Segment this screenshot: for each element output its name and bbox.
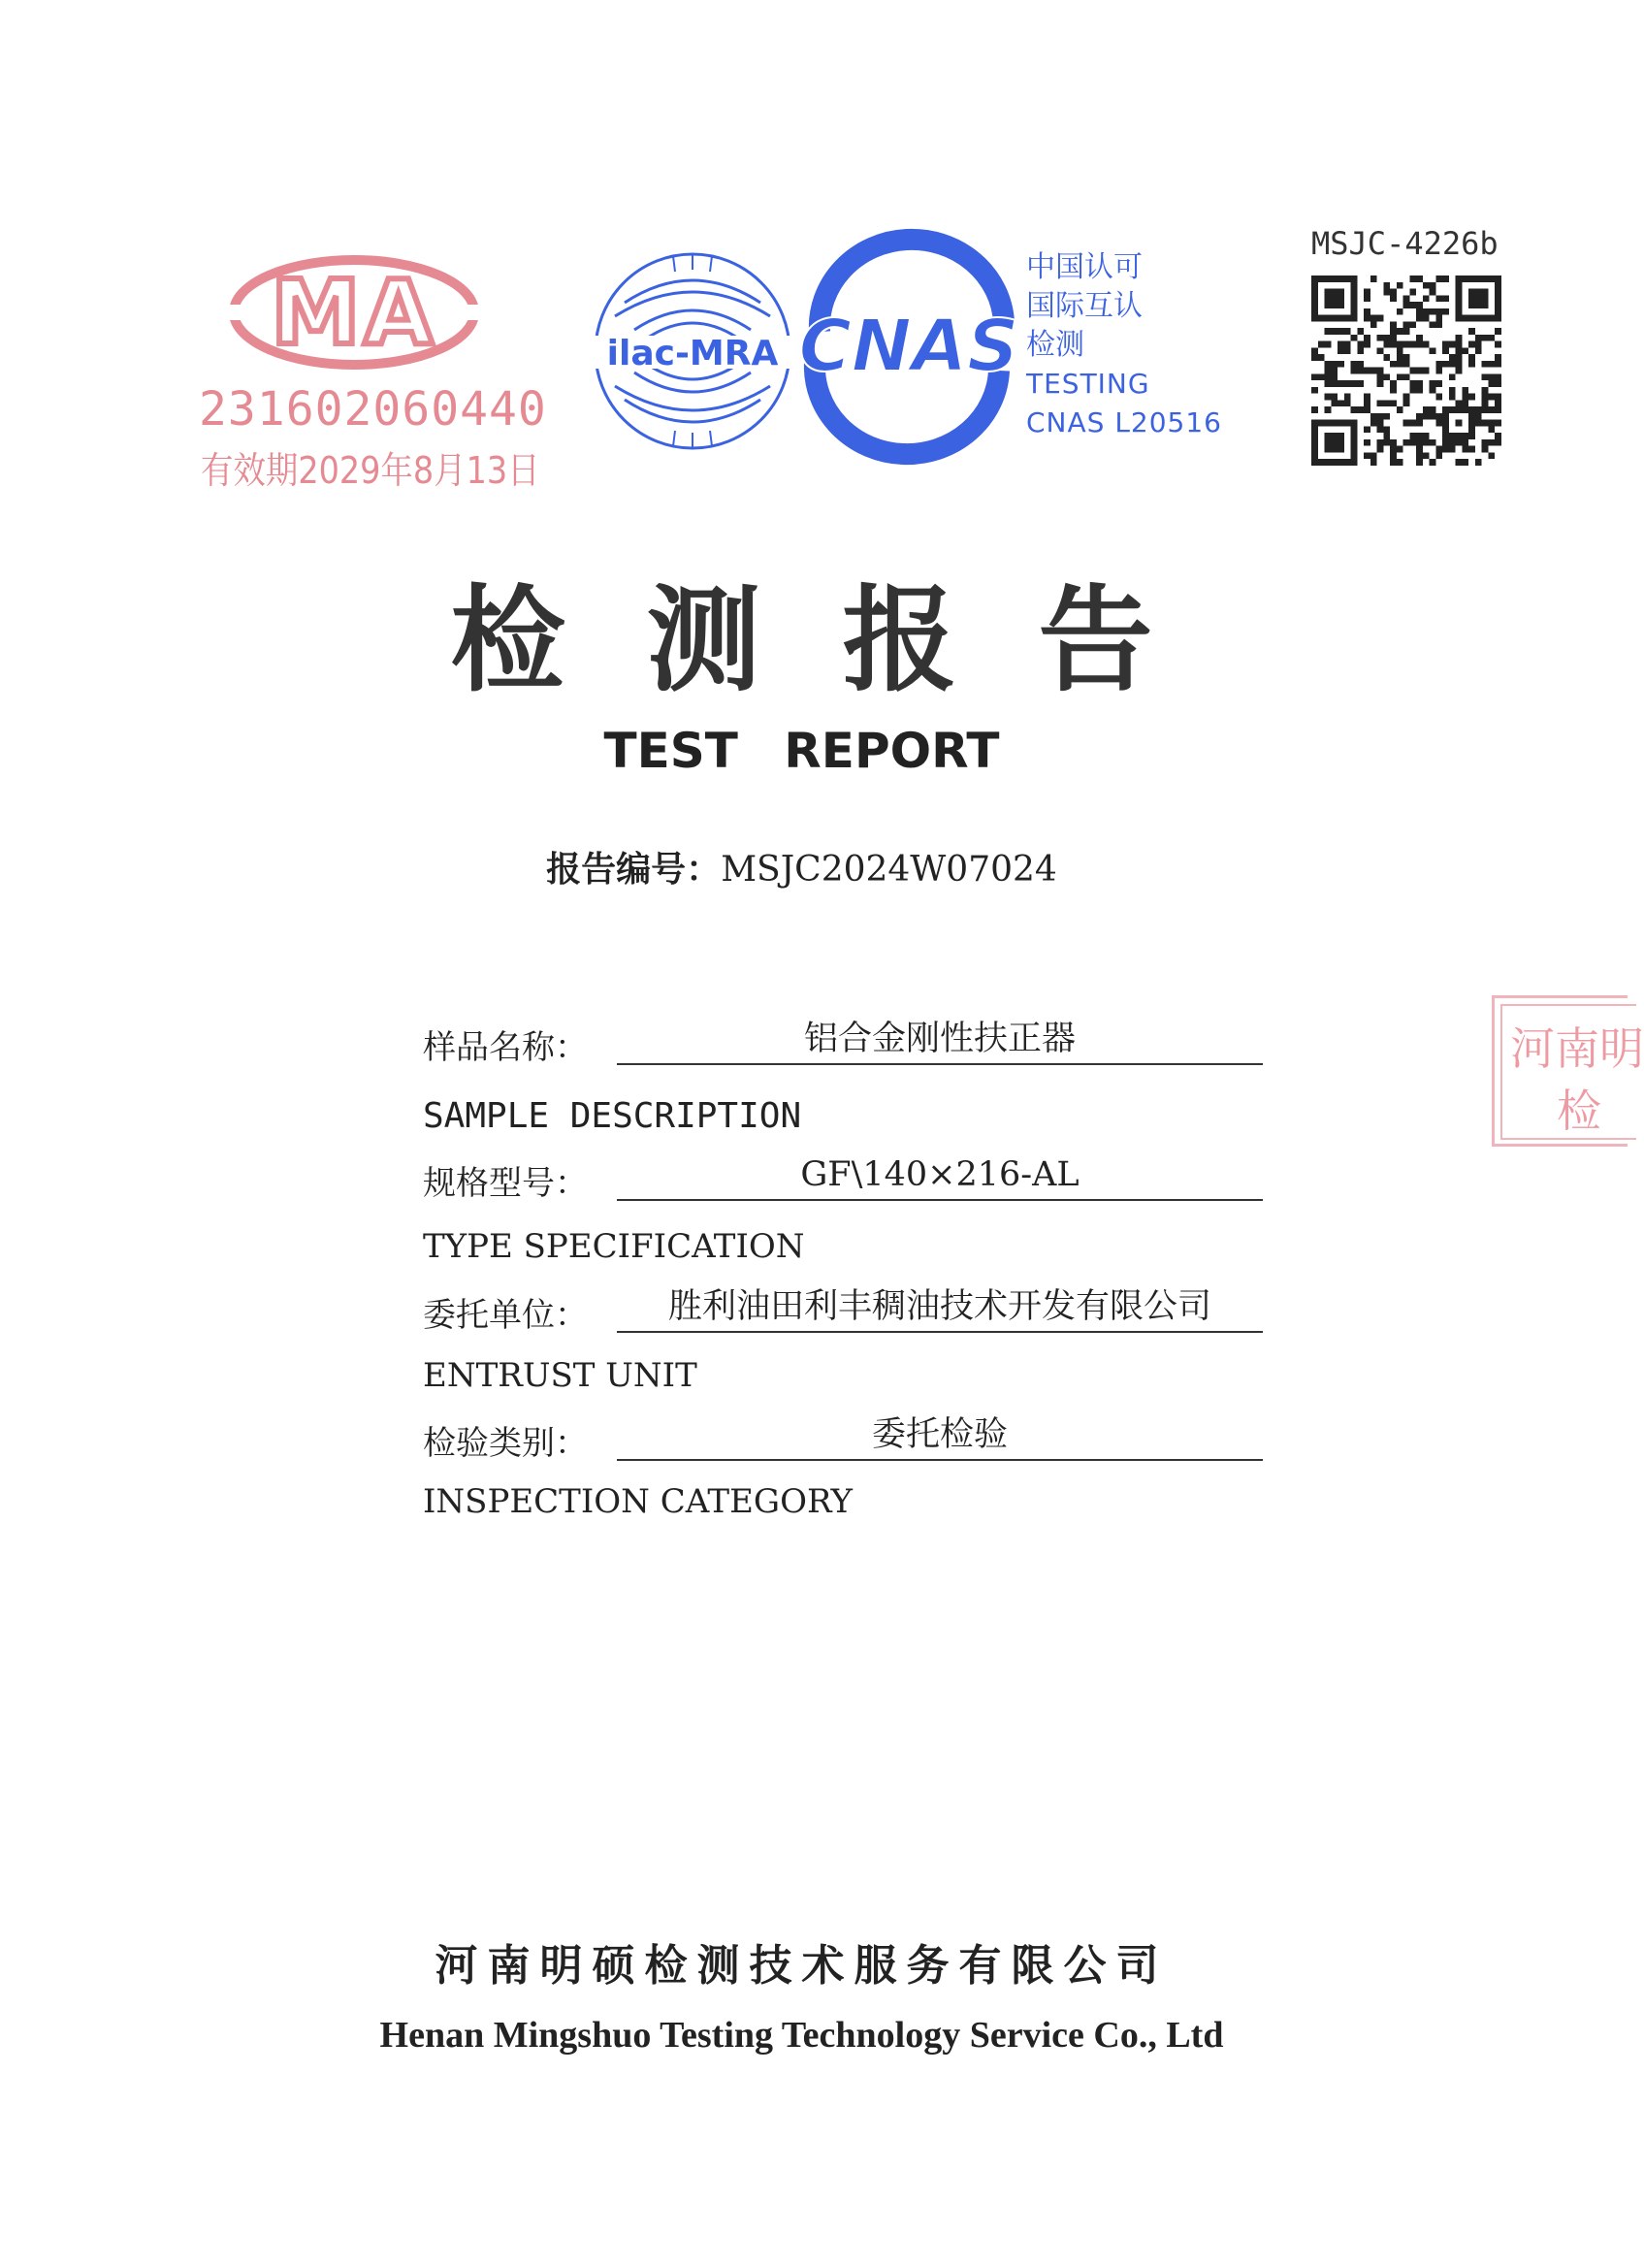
cma-cert-number: 231602060440 <box>199 382 547 437</box>
type-spec-value: GF\140×216-AL <box>617 1150 1263 1201</box>
sample-name-value: 铝合金刚性扶正器 <box>617 1015 1263 1065</box>
company-name-en: Henan Mingshuo Testing Technology Service Co., Ltd <box>379 2015 1224 2056</box>
inspection-category-value: 委托检验 <box>617 1410 1263 1461</box>
entrust-unit-label: 委托单位： <box>423 1296 588 1335</box>
ilac-mra-logo-icon <box>590 248 795 454</box>
inspection-category-en-label: INSPECTION CATEGORY <box>423 1482 853 1521</box>
cnas-line-4: TESTING <box>1026 368 1150 400</box>
type-spec-label: 规格型号： <box>423 1164 588 1203</box>
report-number-label: 报告编号： <box>546 850 722 890</box>
svg-text:MA: MA <box>271 261 437 365</box>
cma-stamp <box>199 254 547 497</box>
report-number <box>0 842 1603 891</box>
side-seal-text-1: 河南明 <box>1510 1022 1644 1075</box>
entrust-unit-en-label: ENTRUST UNIT <box>423 1356 697 1395</box>
cnas-line-1: 中国认可 <box>1026 250 1143 284</box>
sample-name-label: 样品名称： <box>423 1028 588 1067</box>
inspection-category-label: 检验类别： <box>423 1424 588 1463</box>
company-name-cn: 河南明硕检测技术服务有限公司 <box>435 1941 1169 1991</box>
side-seal-stamp <box>1492 995 1644 1147</box>
sample-description-label: SAMPLE DESCRIPTION <box>423 1096 802 1136</box>
document-code: MSJC-4226b <box>1311 225 1499 262</box>
side-seal-text-2: 检 <box>1557 1085 1601 1137</box>
type-specification-label: TYPE SPECIFICATION <box>423 1227 805 1266</box>
report-number-value: MSJC2024W07024 <box>721 850 1057 890</box>
cnas-accreditation-number: CNAS L20516 <box>1026 406 1222 438</box>
cnas-logo-text: CNAS <box>798 305 1019 388</box>
ilac-mra-text: ilac-MRA <box>606 334 779 373</box>
report-title-cn: 检测报告 <box>450 572 1235 707</box>
report-title-en: TEST REPORT <box>603 723 1000 779</box>
cnas-line-3: 检测 <box>1026 328 1084 362</box>
cnas-logo-icon <box>790 254 1028 438</box>
entrust-unit-value: 胜利油田利丰稠油技术开发有限公司 <box>617 1282 1263 1333</box>
qr-code-icon <box>1311 275 1501 466</box>
cnas-caption <box>1026 248 1222 442</box>
cma-validity-date: 有效期2029年8月13日 <box>201 449 540 492</box>
cma-logo-icon <box>228 254 480 371</box>
cnas-line-2: 国际互认 <box>1026 289 1143 323</box>
